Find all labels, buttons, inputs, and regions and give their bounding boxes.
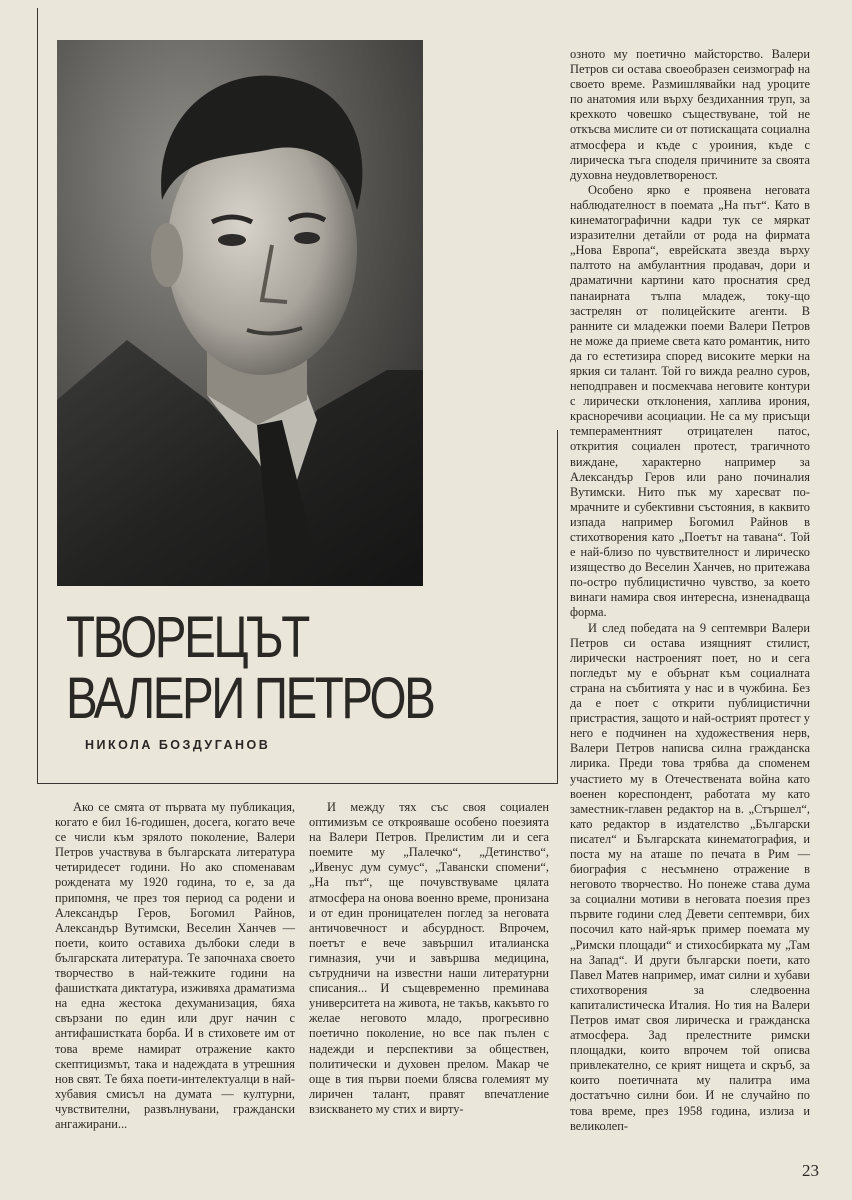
title-box-border-right <box>557 430 558 784</box>
title-box-border-left <box>37 8 38 783</box>
author-portrait-photo <box>57 40 423 586</box>
paragraph: И между тях със своя социален оптимизъм се открояваше особено поезията на Валери Петров. Прелистим ли и сега поемите му „Палечко“, „Детинство“, „Ивенус дум сумус“, „Тавански спомени“, „На път“, ще почувствуваме цялата атмосфера на онова военно време, пронизана и от един проницателен поглед за неговата античовечност и абсурдност. Впрочем, поетът е вече завършил италианска гимназия, учи и завършва медицина, сътрудничи на известни наши литературни списания... И същевременно преминава университета на живота, не такъв, какъвто го желае неговото младо, прогресивно поетично поколение, но все пак пълен с надежди и перспективи за обществен, политически и духовен прелом. Макар че още в тия първи поеми блясва големият му лиричен талант, правят впечатление взискването му стих и вирту- <box>309 800 549 1116</box>
paragraph: И след победата на 9 септември Валери Петров си остава изящният стилист, лирически настроеният поет, но и сега погледът му е обърнат към социалната страна на събитията у нас и в чужбина. Без да е поет с открити публицистични пристрастия, защото и най-острият протест у него е подчинен на художествения нерв, Валери Петров написва силна гражданска лирика. Преди това трябва да споменем участието му в Отечествената война като военен кореспондент, работата му като заместник-главен редактор на в. „Стършел“, като редактор в издателство „Български писател“ и Българската кинематография, и поста му на аташе по печата в Рим — биография с несъмнено отражение в неговото творчество. Но понеже става дума за социални мотиви в неговата поезия през първите години след Девети септември, бих посочил като най-ярък пример поемата му „Римски площади“ и стихосбирката му „Там на Запад“. И други български поети, като Павел Матев например, имат силни и хубави стихотворения за следвоенна капиталистическа Италия. Но тия на Валери Петров имат своя лирическа и гражданска атмосфера. Зад прелестните римски площадки, които впрочем той описва привлекателно, се крият нищета и скръб, за които поетичната му палитра има достатъчно силни бои. И не случайно по това време, през 1958 година, излиза и великолеп- <box>570 620 810 1133</box>
article-title-line-2: ВАЛЕРИ ПЕТРОВ <box>66 666 434 731</box>
text-column-middle <box>309 800 549 1117</box>
text-column-right-top <box>570 47 810 1134</box>
paragraph: Ако се смята от първата му публикация, когато е бил 16-годишен, досега, когато вече се числи към зрялото поколение, Валери Петров участвува в българската литература четиридесет години. Но ако споменавам рождената му 1920 година, то е, за да припомня, че през тоя период са родени и Александър Геров, Богомил Райнов, Александър Вутимски, Веселин Ханчев — поети, които оставиха дълбоки следи в българската литература. Те започнаха своето творчество в най-тежките години на фашистката диктатура, изживяха драматизма на една жестока дехуманизация, бяха свързани по един или друг начин с антифашистката борба. И в стиховете им от това време намират отражение както скептицизмът, така и надеждата в утрешния нов свят. Те бяха поети-интелектуалци в най-хубавия смисъл на думата — културни, чувствителни, развълнувани, граждански ангажирани... <box>55 800 295 1131</box>
paragraph: озното му поетично майсторство. Валери Петров си остава своеобразен сеизмограф на своето време. Размишлявайки над уроците по анатомия или върху бездиханния труп, за крехкото човешко съществуване, той не откъсва мислите си от потискащата социална атмосфера и къде с уроиния, къде с лирическа тъга споделя причините за своята духовна неудовлетвореност. <box>570 47 810 182</box>
text-column-left <box>55 800 295 1132</box>
article-title-line-1: ТВОРЕЦЪТ <box>66 605 308 670</box>
paragraph: Особено ярко е проявена неговата наблюдателност в поемата „На път“. Като в кинематографични кадри тук се мяркат изразителни детайли от рода на фирмата „Нова Европа“, еврейската звезда върху палтото на амбулантния продавач, дори и драматични картини като проснатия сред панаирната тълпа младеж, току-що застрелян от полицейските агенти. В ранните си младежки поеми Валери Петров не може да приеме света като романтик, нито да го естетизира според високите мерки на яркия си талант. Той го вижда реално суров, неподправен и посмекчава неговите контури с лирически отклонения, хаплива ирония, красноречиви асоциации. Не са му присъщи темпераментният отрицателен патос, открития социален протест, трагичното виждане, характерно например за Александър Геров или рано починалия Вутимски. Нито пък му харесват по-мрачните и субективни състояния, в каквито изпада например Богомил Райнов в стихотворения като „Поетът на тавана“. Той е най-близо по чувствителност и лирическо изящество до Веселин Ханчев, но притежава по-остро публицистично чувство, за което винаги намира своя интересна, изненадваща форма. <box>570 182 810 620</box>
author-byline: НИКОЛА БОЗДУГАНОВ <box>85 738 271 752</box>
title-box-border-bottom <box>37 783 558 784</box>
page-number: 23 <box>802 1161 819 1180</box>
article-title <box>66 607 546 729</box>
